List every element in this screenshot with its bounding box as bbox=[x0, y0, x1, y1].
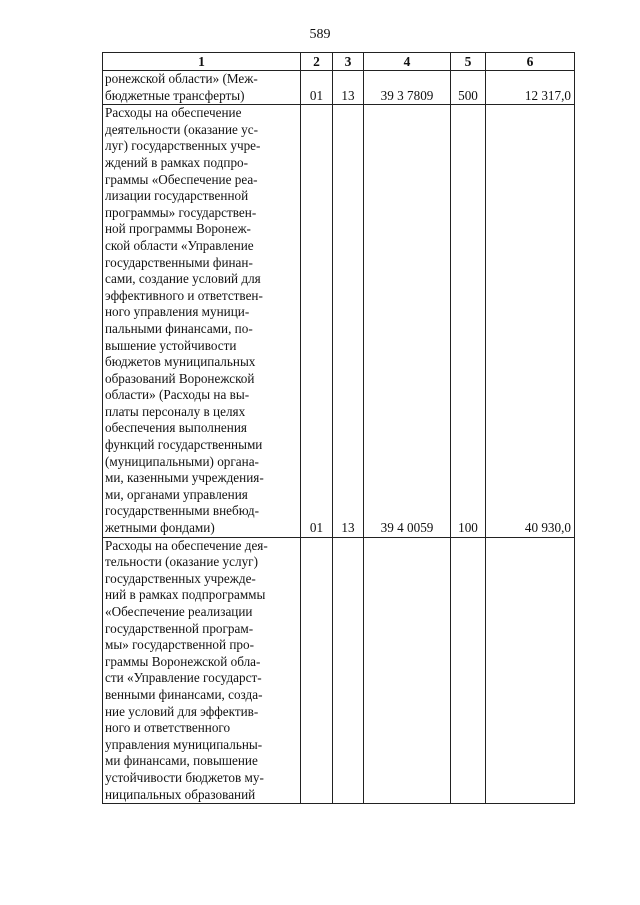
description-line: граммы Воронежской обла- bbox=[105, 653, 261, 669]
description-line: деятельности (оказание ус- bbox=[105, 121, 259, 137]
header-col-3: 3 bbox=[333, 53, 364, 71]
page-number: 589 bbox=[309, 27, 331, 42]
description-line: пальными финансами, по- bbox=[105, 320, 253, 336]
description-line: ми, казенными учреждения- bbox=[105, 470, 264, 486]
description-line: функций государственными bbox=[105, 437, 263, 453]
description-line: эффективного и ответствен- bbox=[105, 287, 263, 303]
description-line: сти «Управление государст- bbox=[105, 670, 262, 686]
description-line: ждений в рамках подпро- bbox=[105, 154, 249, 170]
description-line: государственными финан- bbox=[105, 254, 253, 270]
description-line: лизации государственной bbox=[105, 188, 249, 204]
description-line: ской области «Управление bbox=[105, 237, 254, 253]
budget-table bbox=[102, 52, 575, 804]
description-line: вышение устойчивости bbox=[105, 337, 237, 353]
description-line: бюджетные трансферты) bbox=[105, 87, 245, 103]
description-line: жетными фондами) bbox=[105, 520, 215, 536]
description-line: бюджетов муниципальных bbox=[105, 354, 256, 370]
description-line: «Обеспечение реализации bbox=[105, 604, 253, 619]
description-line: венными финансами, созда- bbox=[105, 686, 263, 702]
description-line: Расходы на обеспечение дея- bbox=[105, 537, 268, 553]
header-col-5: 5 bbox=[451, 53, 486, 71]
description-line: ниципальных образований bbox=[105, 786, 256, 802]
header-col-1: 1 bbox=[103, 53, 301, 71]
description-line: ного управления муници- bbox=[105, 304, 250, 320]
description-line: луг) государственных учре- bbox=[105, 138, 261, 154]
row-section: 01 bbox=[301, 71, 333, 105]
row-expense-type bbox=[451, 537, 486, 804]
row-amount: 12 317,0 bbox=[486, 71, 575, 105]
description-line: программы» государствен- bbox=[105, 204, 257, 220]
row-target-article: 39 3 7809 bbox=[364, 71, 451, 105]
row-expense-type: 500 bbox=[451, 71, 486, 105]
row-amount: 40 930,0 bbox=[486, 105, 575, 537]
header-col-2: 2 bbox=[301, 53, 333, 71]
description-line: образований Воронежской bbox=[105, 370, 255, 386]
description-line: платы персоналу в целях bbox=[105, 403, 246, 419]
description-line: ний в рамках подпрограммы bbox=[105, 587, 266, 603]
description-line: ми, органами управления bbox=[105, 486, 248, 502]
description-line: мы» государственной про- bbox=[105, 637, 255, 653]
row-description bbox=[103, 71, 301, 105]
description-line: области» (Расходы на вы- bbox=[105, 387, 250, 403]
description-line: ронежской области» (Меж- bbox=[105, 71, 258, 86]
header-col-4: 4 bbox=[364, 53, 451, 71]
row-section bbox=[301, 537, 333, 804]
description-line: государственной програм- bbox=[105, 620, 254, 636]
row-amount bbox=[486, 537, 575, 804]
table-row bbox=[103, 105, 575, 537]
row-expense-type: 100 bbox=[451, 105, 486, 537]
description-line: ной программы Воронеж- bbox=[105, 221, 251, 237]
row-target-article bbox=[364, 537, 451, 804]
description-line: граммы «Обеспечение реа- bbox=[105, 171, 258, 187]
row-target-article: 39 4 0059 bbox=[364, 105, 451, 537]
description-line: тельности (оказание услуг) bbox=[105, 554, 258, 570]
row-description bbox=[103, 537, 301, 804]
description-line: сами, создание условий для bbox=[105, 271, 261, 287]
description-line: ного и ответственного bbox=[105, 720, 231, 736]
description-line: ми финансами, повышение bbox=[105, 753, 258, 769]
description-line: государственными внебюд- bbox=[105, 503, 260, 519]
table-row bbox=[103, 71, 575, 105]
row-subsection: 13 bbox=[333, 71, 364, 105]
row-description bbox=[103, 105, 301, 537]
header-row bbox=[103, 53, 575, 71]
row-section: 01 bbox=[301, 105, 333, 537]
description-line: обеспечения выполнения bbox=[105, 420, 247, 436]
description-line: (муниципальными) органа- bbox=[105, 453, 259, 469]
header-col-6: 6 bbox=[486, 53, 575, 71]
description-line: Расходы на обеспечение bbox=[105, 105, 242, 121]
row-subsection: 13 bbox=[333, 105, 364, 537]
row-subsection bbox=[333, 537, 364, 804]
description-line: ние условий для эффектив- bbox=[105, 703, 259, 719]
description-line: устойчивости бюджетов му- bbox=[105, 769, 264, 785]
table-row bbox=[103, 537, 575, 804]
description-line: государственных учрежде- bbox=[105, 570, 256, 586]
description-line: управления муниципальны- bbox=[105, 736, 263, 752]
